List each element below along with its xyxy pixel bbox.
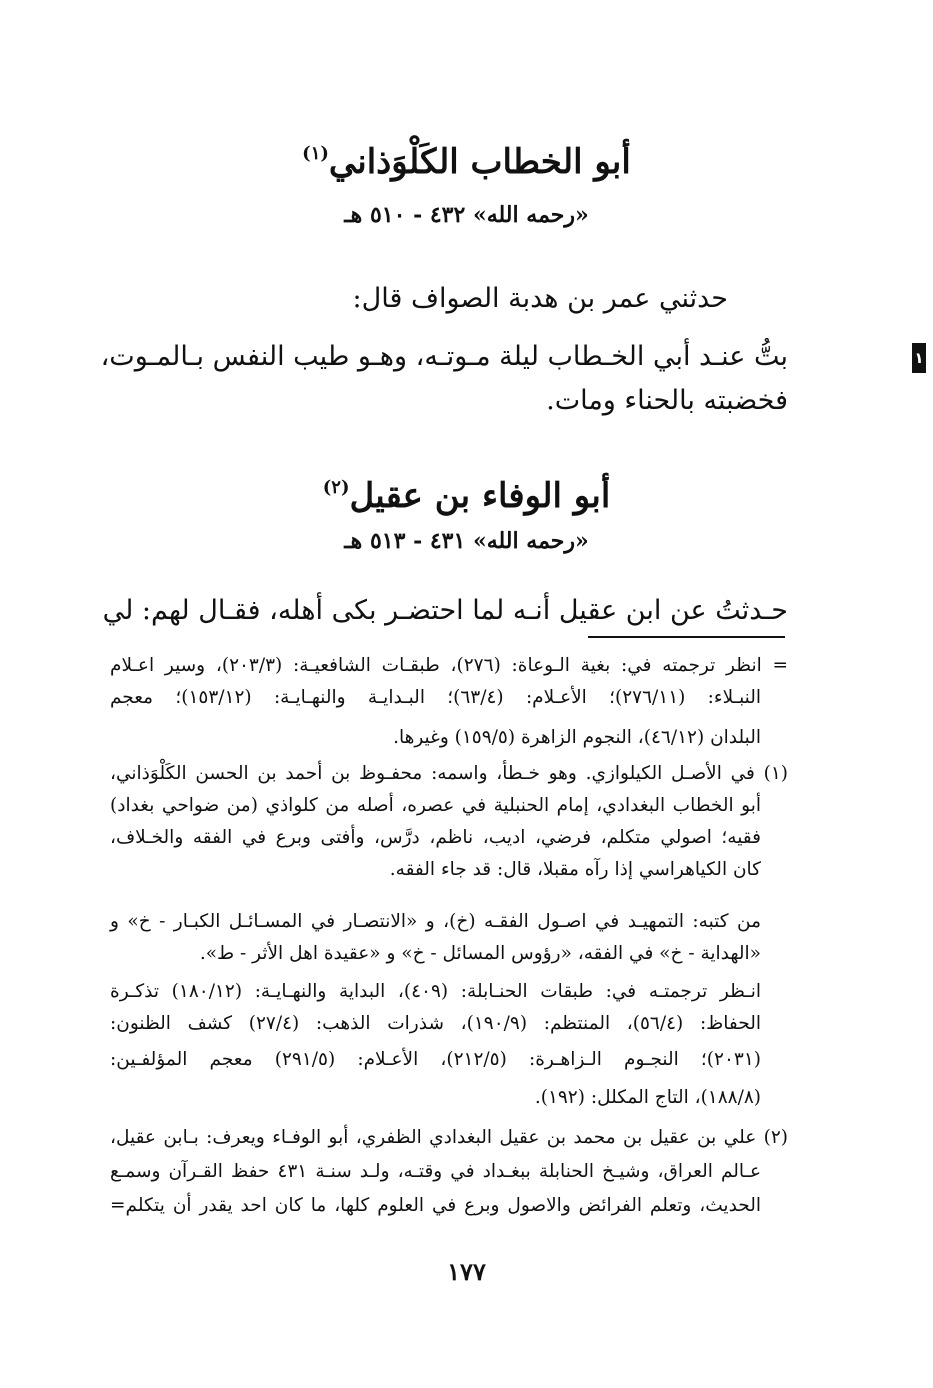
footnote-separator — [588, 636, 785, 638]
footnote-line-11: الحفاظ: (٥٦/٤)، المنتظم: (١٩٠/٩)، شذرات الذهب: (٢٧/٤) كشف الظنون: — [110, 1013, 761, 1034]
footnote-line-8: من كتبه: التمهيـد في اصـول الفقـه (خ)، و «الانتصـار في المسـائـل الكبـار - خ» و — [110, 911, 761, 932]
footnote-line-2: النبـلاء: (٢٧٦/١١)؛ الأعـلام: (٦٣/٤)؛ البـدايـة والنهـايـة: (١٥٣/١٢)؛ معجم — [110, 687, 762, 708]
section1-note-ref: (١) — [302, 143, 329, 164]
footnote-line-3: البلدان (٤٦/١٢)، النجوم الزاهرة (١٥٩/٥) وغيرها. — [393, 727, 761, 748]
section1-line-3: فخضبته بالحناء ومات. — [546, 385, 788, 416]
section1-title — [0, 132, 933, 184]
section2-line-1: حـدثتُ عن ابن عقيل أنـه لما احتضـر بكى أهله، فقـال لهم: لي — [102, 595, 788, 626]
section1-line-1: حدثني عمر بن هدبة الصواف قال: — [352, 283, 728, 314]
section2-title-text: أبو الوفاء بن عقيل — [349, 476, 611, 516]
section1-title-text: أبو الخطاب الكَلْوَذاني — [328, 142, 631, 182]
footnote-line-4: (١) في الأصـل الكيلوازي. وهو خـطأ، واسمه: محفـوظ بن أحمد بن الحسن الكَلْوَذاني، — [110, 763, 788, 784]
page-number: ١٧٧ — [447, 1257, 486, 1286]
section1-dates: «رحمه الله» ٤٣٢ - ٥١٠ هـ — [344, 202, 589, 228]
footnote-line-16: الحديث، وتعلم الفرائض والاصول وبرع في العلوم كلها، ما كان احد يقدر أن يتكلم= — [110, 1195, 761, 1216]
footnote-line-15: عـالم العراق، وشيـخ الحنابلة ببغـداد في وقتـه، ولـد سنـة ٤٣١ حفظ القـرآن وسمـع — [110, 1161, 761, 1182]
section1-line-2: بتُّ عنـد أبي الخـطاب ليلة مـوتـه، وهـو طيب النفس بـالمـوت، — [100, 341, 788, 372]
section2-title — [0, 466, 933, 518]
chapter-tab-marker: ١ — [912, 343, 926, 373]
footnote-line-5: أبو الخطاب البغدادي، إمام الحنبلية في عصره، أصله من كلواذي (من ضواحي بغداد) — [110, 795, 761, 816]
section2-note-ref: (٢) — [322, 477, 350, 498]
footnote-line-6: فقيه؛ اصولي متكلم، فرضي، اديب، ناظم، درَّس، وأفتى وبرع في الفقه والخـلاف، — [110, 827, 761, 848]
footnote-line-9: «الهداية - خ» في الفقه، «رؤوس المسائل - خ» و «عقيدة اهل الأثر - ط». — [199, 943, 761, 964]
footnote-line-7: كان الكياهراسي إذا رآه مقبلا، قال: قد جاء الفقه. — [389, 859, 761, 880]
footnote-line-1: = انظر ترجمته في: بغية الـوعاة: (٢٧٦)، طبقـات الشافعيـة: (٢٠٣/٣)، وسير اعـلام — [110, 655, 789, 676]
section2-dates: «رحمه الله» ٤٣١ - ٥١٣ هـ — [344, 528, 589, 554]
footnote-line-14: (٢) علي بن عقيل بن محمد بن عقيل البغدادي الظفري، أبو الوفـاء ويعرف: بـابن عقيل، — [110, 1127, 788, 1148]
footnote-line-12: (٢٠٣١)؛ النجـوم الـزاهـرة: (٢١٢/٥)، الأعـلام: (٢٩١/٥) معجم المؤلفـين: — [110, 1049, 761, 1070]
footnote-line-10: انـظر ترجمتـه في: طبقات الحنـابلة: (٤٠٩)، البداية والنهـايـة: (١٨٠/١٢) تذكـرة — [110, 981, 761, 1002]
footnote-line-13: (١٨٨/٨)، التاج المكلل: (١٩٢). — [534, 1087, 761, 1108]
